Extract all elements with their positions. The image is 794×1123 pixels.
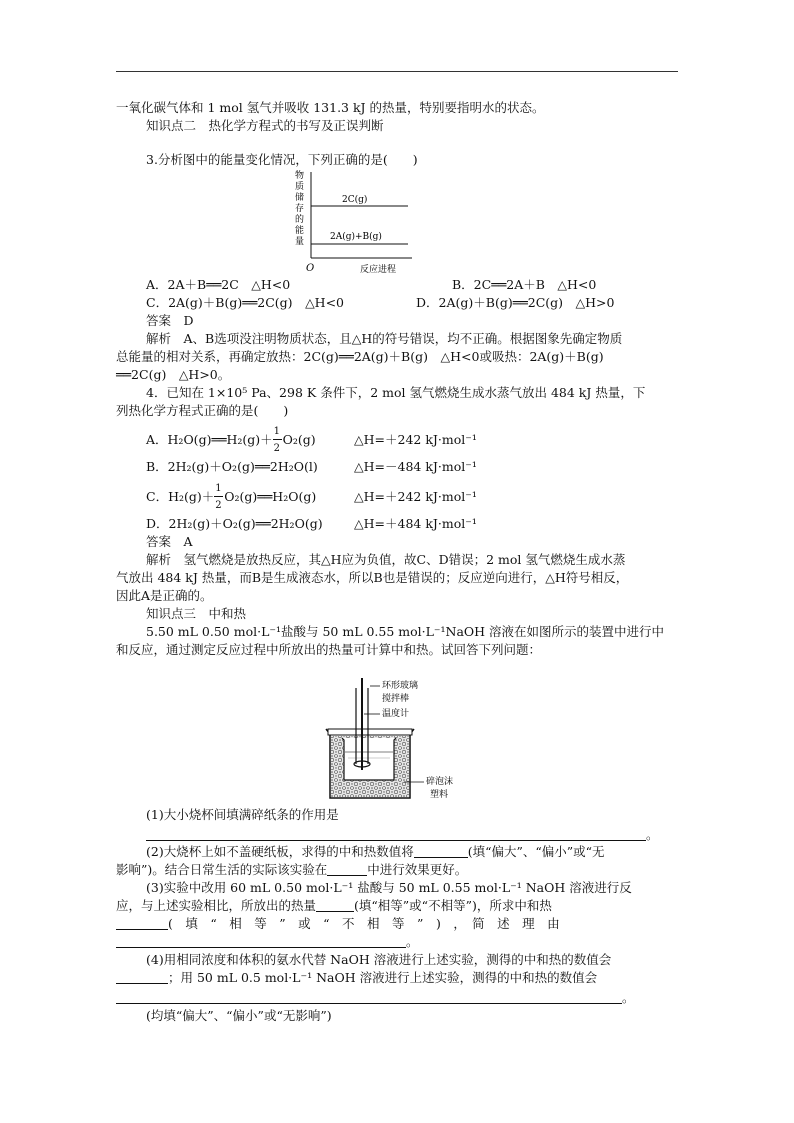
option-4a-eq: A．H₂O(g)══H₂(g)＋ xyxy=(146,432,273,447)
label-stirrer: 环形玻璃 xyxy=(382,681,419,691)
option-4b-dh: △H=－484 kJ·mol⁻¹ xyxy=(354,459,477,474)
answer-blank[interactable] xyxy=(146,826,646,841)
part-4-line2: ；用 50 mL 0.5 mol·L⁻¹ NaOH 溶液进行上述实验，测得的中和热的数值会 xyxy=(116,969,597,987)
label-stirrer-2: 搅拌棒 xyxy=(382,694,410,704)
option-3b: B．2C══2A＋B △H<0 xyxy=(452,277,597,292)
option-3a: A．2A＋B══2C △H<0 xyxy=(146,277,291,292)
diagram-ylabel: 物 质 储 存 的 能 量 xyxy=(295,171,305,247)
answer-blank[interactable] xyxy=(414,843,468,858)
part-4-line3: 。 xyxy=(116,989,635,1007)
question-3: 3.分析图中的能量变化情况，下列正确的是( ) xyxy=(146,152,418,167)
cardboard-lid xyxy=(328,729,412,735)
section-heading: 知识点三 中和热 xyxy=(146,606,247,621)
answer-blank[interactable] xyxy=(116,915,168,930)
origin-label: O xyxy=(306,263,315,274)
option-3c: C．2A(g)＋B(g)══2C(g) △H<0 xyxy=(146,295,345,310)
analysis-4-line2: 气放出 484 kJ 热量，而B是生成液态水，所以B也是错误的；反应逆向进行，△H符号相反， xyxy=(116,570,629,585)
part-1-blank-line: 。 xyxy=(146,826,656,844)
label-foam-2: 塑料 xyxy=(430,790,449,800)
fraction-half: $\frac{1}{2}$ xyxy=(215,483,222,511)
option-3d: D．2A(g)＋B(g)══2C(g) △H>0 xyxy=(416,295,615,310)
analysis-4: 解析 氢气燃烧是放热反应，其△H应为负值，故C、D错误；2 mol 氢气燃烧生成水蒸 xyxy=(146,552,626,567)
question-5-line2: 和反应，通过测定反应过程中所放出的热量可计算中和热。试回答下列问题： xyxy=(116,642,542,657)
fraction-half: $\frac{1}{2}$ xyxy=(273,426,281,454)
energy-diagram xyxy=(290,168,420,278)
part-4-note: (均填“偏大”、“偏小”或“无影响”) xyxy=(146,1008,332,1023)
analysis-3-line3: ══2C(g) △H>0。 xyxy=(116,367,231,382)
answer-blank[interactable] xyxy=(116,933,406,948)
question-4: 4．已知在 1×10⁵ Pa、298 K 条件下，2 mol 氢气燃烧生成水蒸气放出 484 kJ 热量，下 xyxy=(146,385,646,400)
option-4a-dh: △H=＋242 kJ·mol⁻¹ xyxy=(354,432,477,447)
answer-blank[interactable] xyxy=(316,897,354,912)
part-3-line2: 应，与上述实验相比，所放出的热量 (填“相等”或“不相等”)，所求中和热 xyxy=(116,898,552,913)
label-foam: 碎泡沫 xyxy=(426,777,454,787)
question-4-line2: 列热化学方程式正确的是( ) xyxy=(116,403,289,418)
diagram-xlabel: 反应进程 xyxy=(360,265,397,275)
level-upper-label: 2C(g) xyxy=(342,195,368,205)
answer-blank[interactable] xyxy=(116,969,168,984)
calorimeter-diagram xyxy=(318,674,478,804)
answer-blank[interactable] xyxy=(327,861,367,876)
question-5: 5.50 mL 0.50 mol·L⁻¹盐酸与 50 mL 0.55 mol·L⁻¹NaOH 溶液在如图所示的装置中进行中 xyxy=(146,624,665,639)
analysis-4-line3: 因此A是正确的。 xyxy=(116,588,213,603)
answer-3: 答案 D xyxy=(146,313,194,328)
inner-beaker xyxy=(342,738,396,780)
option-4c-dh: △H=＋242 kJ·mol⁻¹ xyxy=(354,489,477,504)
text-line: 一氧化碳气体和 1 mol 氢气并吸收 131.3 kJ 的热量，特别要指明水的状态。 xyxy=(116,100,545,115)
part-3-line3: ( 填 “ 相 等 ” 或 “ 不 相 等 ” ) ， 简 述 理 由 xyxy=(116,915,560,933)
part-3: (3)实验中改用 60 mL 0.50 mol·L⁻¹ 盐酸与 50 mL 0.55 mol·L⁻¹ NaOH 溶液进行反 xyxy=(146,880,632,895)
label-thermometer: 温度计 xyxy=(382,709,410,719)
option-4c: C．H₂(g)＋ $\frac{1}{2}$ O₂(g)══H₂O(g) xyxy=(146,483,317,511)
analysis-3-line2: 总能量的相对关系，再确定放热：2C(g)══2A(g)＋B(g) △H<0或吸热：2A(g)＋B(g) xyxy=(116,349,604,364)
header-rule xyxy=(116,71,678,72)
level-lower-label: 2A(g)+B(g) xyxy=(330,232,382,242)
part-2-line2: 影响”)。结合日常生活的实际该实验在 中进行效果更好。 xyxy=(116,862,468,877)
option-4d-dh: △H=＋484 kJ·mol⁻¹ xyxy=(354,516,477,531)
option-4b: B．2H₂(g)＋O₂(g)══2H₂O(l) xyxy=(146,459,318,474)
answer-4: 答案 A xyxy=(146,534,193,549)
analysis-3: 解析 A、B选项没注明物质状态，且△H的符号错误，均不正确。根据图象先确定物质 xyxy=(146,331,623,346)
part-2: (2)大烧杯上如不盖硬纸板，求得的中和热数值将 (填“偏大”、“偏小”或“无 xyxy=(146,844,605,859)
section-heading: 知识点二 热化学方程式的书写及正误判断 xyxy=(146,118,384,133)
option-4a: A．H₂O(g)══H₂(g)＋ $\frac{1}{2}$ O₂(g) xyxy=(146,426,316,454)
part-4: (4)用相同浓度和体积的氨水代替 NaOH 溶液进行上述实验，测得的中和热的数值会 xyxy=(146,952,612,967)
option-4d: D．2H₂(g)＋O₂(g)══2H₂O(g) xyxy=(146,516,323,531)
part-1: (1)大小烧杯间填满碎纸条的作用是 xyxy=(146,807,339,822)
part-3-line4: 。 xyxy=(116,933,419,951)
answer-blank[interactable] xyxy=(116,989,622,1004)
